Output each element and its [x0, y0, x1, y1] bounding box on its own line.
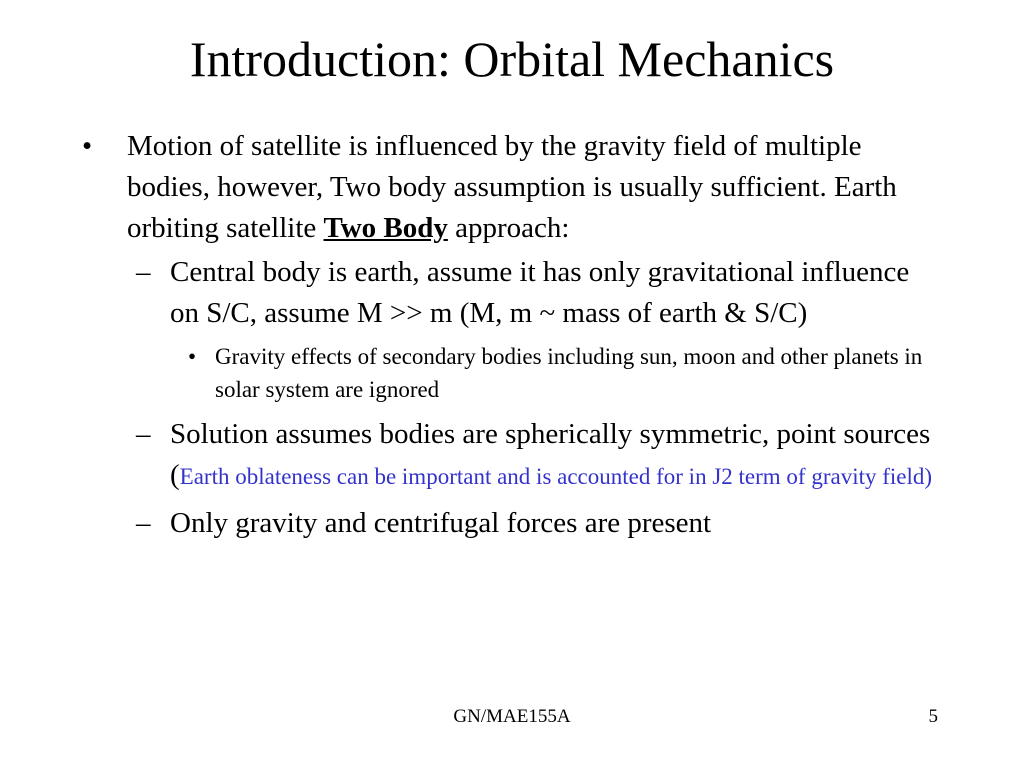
bullet-marker: • [188, 344, 197, 369]
slide-title: Introduction: Orbital Mechanics [189, 31, 835, 87]
sub-bullet-central-body [82, 252, 942, 334]
slide-content [82, 126, 942, 550]
page-number: 5 [928, 706, 938, 727]
two-body-highlight: Two Body [323, 212, 448, 244]
sub-bullet-text: Solution assumes bodies are spherically symmetric, point sources ( [170, 418, 931, 491]
bullet-text: Motion of satellite is influenced by the gravity field of multiple bodies, however, Two body assumption is usually sufficient. Earth orbiting satellite [127, 130, 897, 244]
sub-bullet-text: Only gravity and centrifugal forces are present [170, 507, 712, 539]
sub-bullet-forces [82, 503, 942, 544]
sub-sub-bullet-text: Gravity effects of secondary bodies including sun, moon and other planets in solar system are ignored [215, 344, 923, 402]
bullet-text-end: approach: [447, 212, 570, 244]
sub-bullet-text: Central body is earth, assume it has only gravitational influence on S/C, assume M >> m (M, m ~ mass of earth & S/C) [170, 256, 910, 329]
dash-marker: – [136, 418, 151, 450]
bullet-two-body-assumption [82, 126, 942, 249]
sub-bullet-spherical-symmetry [82, 414, 942, 497]
bullet-marker: • [82, 130, 93, 162]
sub-sub-bullet-secondary-bodies [82, 340, 942, 406]
dash-marker: – [136, 256, 151, 288]
oblateness-note: Earth oblateness can be important and is accounted for in J2 term of gravity field) [179, 464, 933, 489]
slide-footer: GN/MAE155A [453, 706, 571, 727]
dash-marker: – [136, 507, 151, 539]
